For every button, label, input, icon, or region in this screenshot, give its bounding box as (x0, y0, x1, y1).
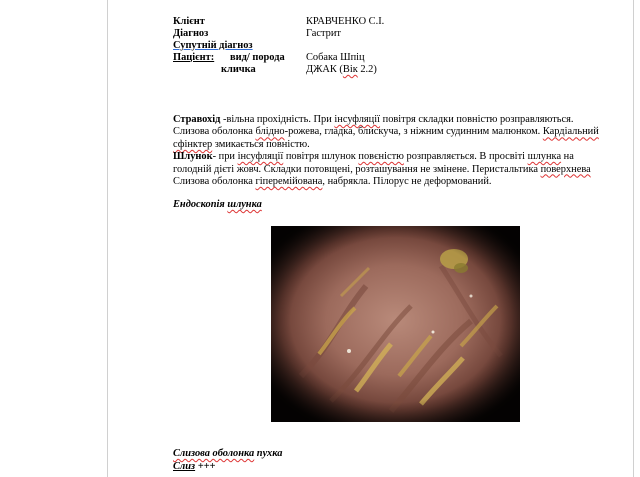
mucus-line: Слиз +++ (173, 461, 216, 472)
endoscopy-photo-graphic (271, 226, 520, 422)
client-label: Клієнт (173, 16, 205, 27)
diagnosis-value: Гастрит (306, 28, 341, 39)
esophagus-label: Стравохід (173, 114, 221, 125)
findings-paragraph: Стравохід -вільна прохідність. При інсуфляції повітря складки повністю розправляються. Слизова оболонка блідно-рожева, гладка, блискуча, з ніжним судинним малюнком. Кардіальний сфінктер змикається повністю. Шлунок- при інсуфляції повітря шлунок повєністю розправляється. В просвіті шлунка на голодній дієті жовч. Складки потовщені, розташування не змінене. Перистальтика поверхнева Слизова оболонка гіперемійована, набрякла. Пілорус не деформований. (173, 114, 599, 188)
species-label: вид/ порода (230, 52, 285, 63)
left-gutter (0, 0, 107, 477)
right-gutter (634, 0, 640, 477)
nickname-label: кличка (221, 64, 256, 75)
client-value: КРАВЧЕНКО С.І. (306, 16, 385, 27)
section-title-endoscopy: Ендоскопія шлунка (173, 199, 262, 210)
concomitant-diagnosis-label: Супутній діагноз (173, 40, 253, 51)
endoscopy-image[interactable] (271, 226, 520, 422)
stomach-label: Шлунок (173, 151, 213, 163)
nickname-value: ДЖАК (Вік 2.2) (306, 64, 377, 75)
patient-label: Пацієнт: (173, 52, 215, 63)
diagnosis-label: Діагноз (173, 28, 209, 39)
mucosa-line: Слизова оболонка пухка (173, 448, 283, 459)
species-value: Собака Шпіц (306, 52, 365, 63)
document-page[interactable] (107, 0, 634, 477)
